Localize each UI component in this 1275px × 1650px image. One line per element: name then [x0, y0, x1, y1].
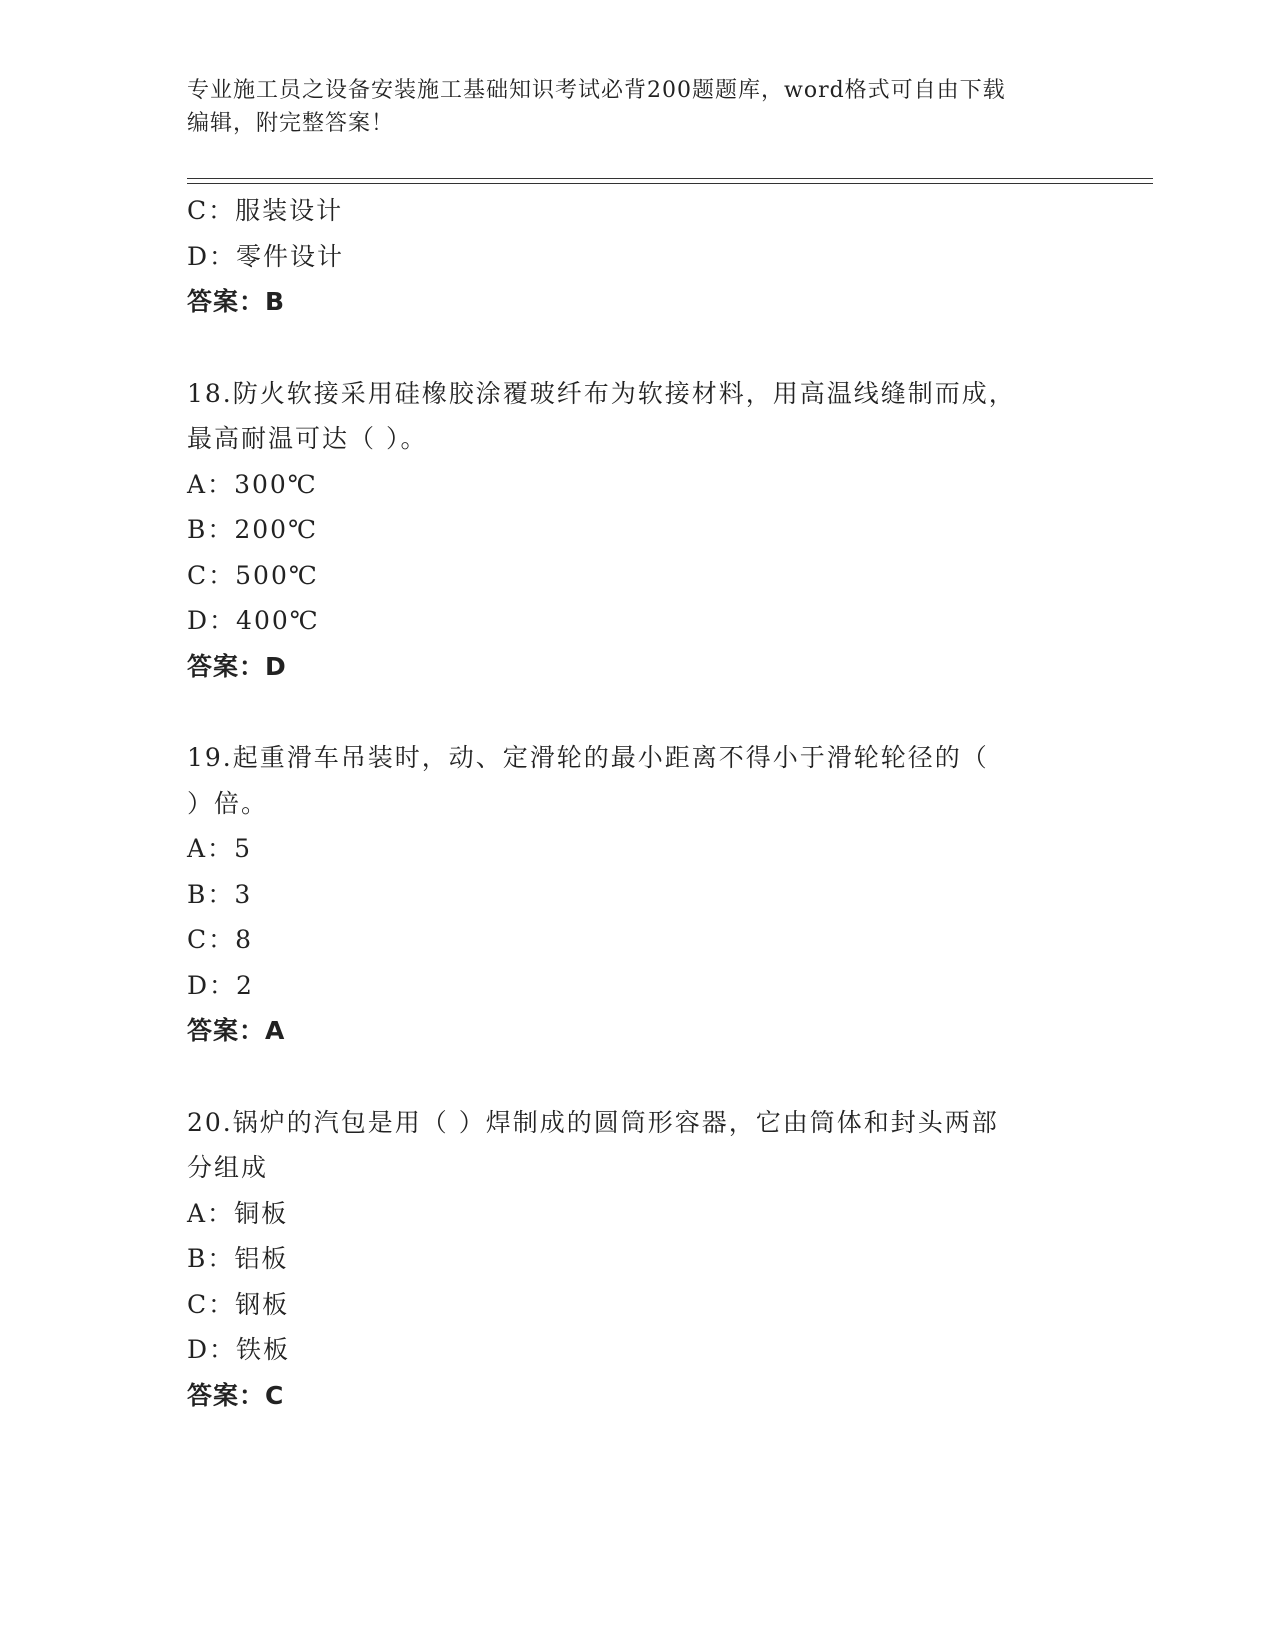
question-17 [187, 188, 1087, 325]
answer: 答案：B [187, 287, 286, 316]
option-d: D：铁板 [187, 1335, 291, 1364]
question-stem-line2: ）倍。 [187, 788, 269, 818]
option-a: A：铜板 [187, 1198, 289, 1228]
question-stem-line2: 分组成 [187, 1153, 269, 1182]
question-stem-line1: 19.起重滑车吊装时，动、定滑轮的最小距离不得小于滑轮轮径的（ [187, 743, 989, 772]
option-c: C：500℃ [187, 560, 319, 590]
option-d: D：零件设计 [187, 241, 345, 271]
option-b: B：200℃ [187, 515, 319, 544]
option-a: A：5 [187, 834, 252, 863]
question-stem-line2: 最高耐温可达（ ）。 [187, 424, 428, 453]
question-stem-line1: 20.锅炉的汽包是用（ ）焊制成的圆筒形容器，它由筒体和封头两部 [187, 1107, 999, 1137]
question-list [187, 188, 1087, 1418]
header-title-line1: 专业施工员之设备安装施工基础知识考试必背200题题库，word格式可自由下载 [187, 78, 1006, 103]
document-header [187, 74, 1067, 140]
question-20 [187, 1100, 1087, 1419]
option-b: B：铝板 [187, 1244, 289, 1273]
question-stem-line1: 18.防火软接采用硅橡胶涂覆玻纤布为软接材料，用高温线缝制而成， [187, 378, 1016, 408]
header-title-line2: 编辑，附完整答案！ [187, 111, 395, 136]
header-divider-top [187, 178, 1153, 179]
option-a: A：300℃ [187, 469, 318, 499]
question-18 [187, 371, 1087, 690]
header-divider-bottom [187, 183, 1153, 184]
option-d: D：2 [187, 970, 254, 1000]
answer: 答案：D [187, 651, 287, 681]
answer: 答案：C [187, 1380, 285, 1410]
question-19 [187, 735, 1087, 1054]
option-c: C：8 [187, 925, 254, 954]
option-c: C：服装设计 [187, 196, 344, 225]
option-d: D：400℃ [187, 606, 320, 635]
option-c: C：钢板 [187, 1289, 290, 1319]
answer: 答案：A [187, 1016, 286, 1045]
option-b: B：3 [187, 879, 253, 909]
